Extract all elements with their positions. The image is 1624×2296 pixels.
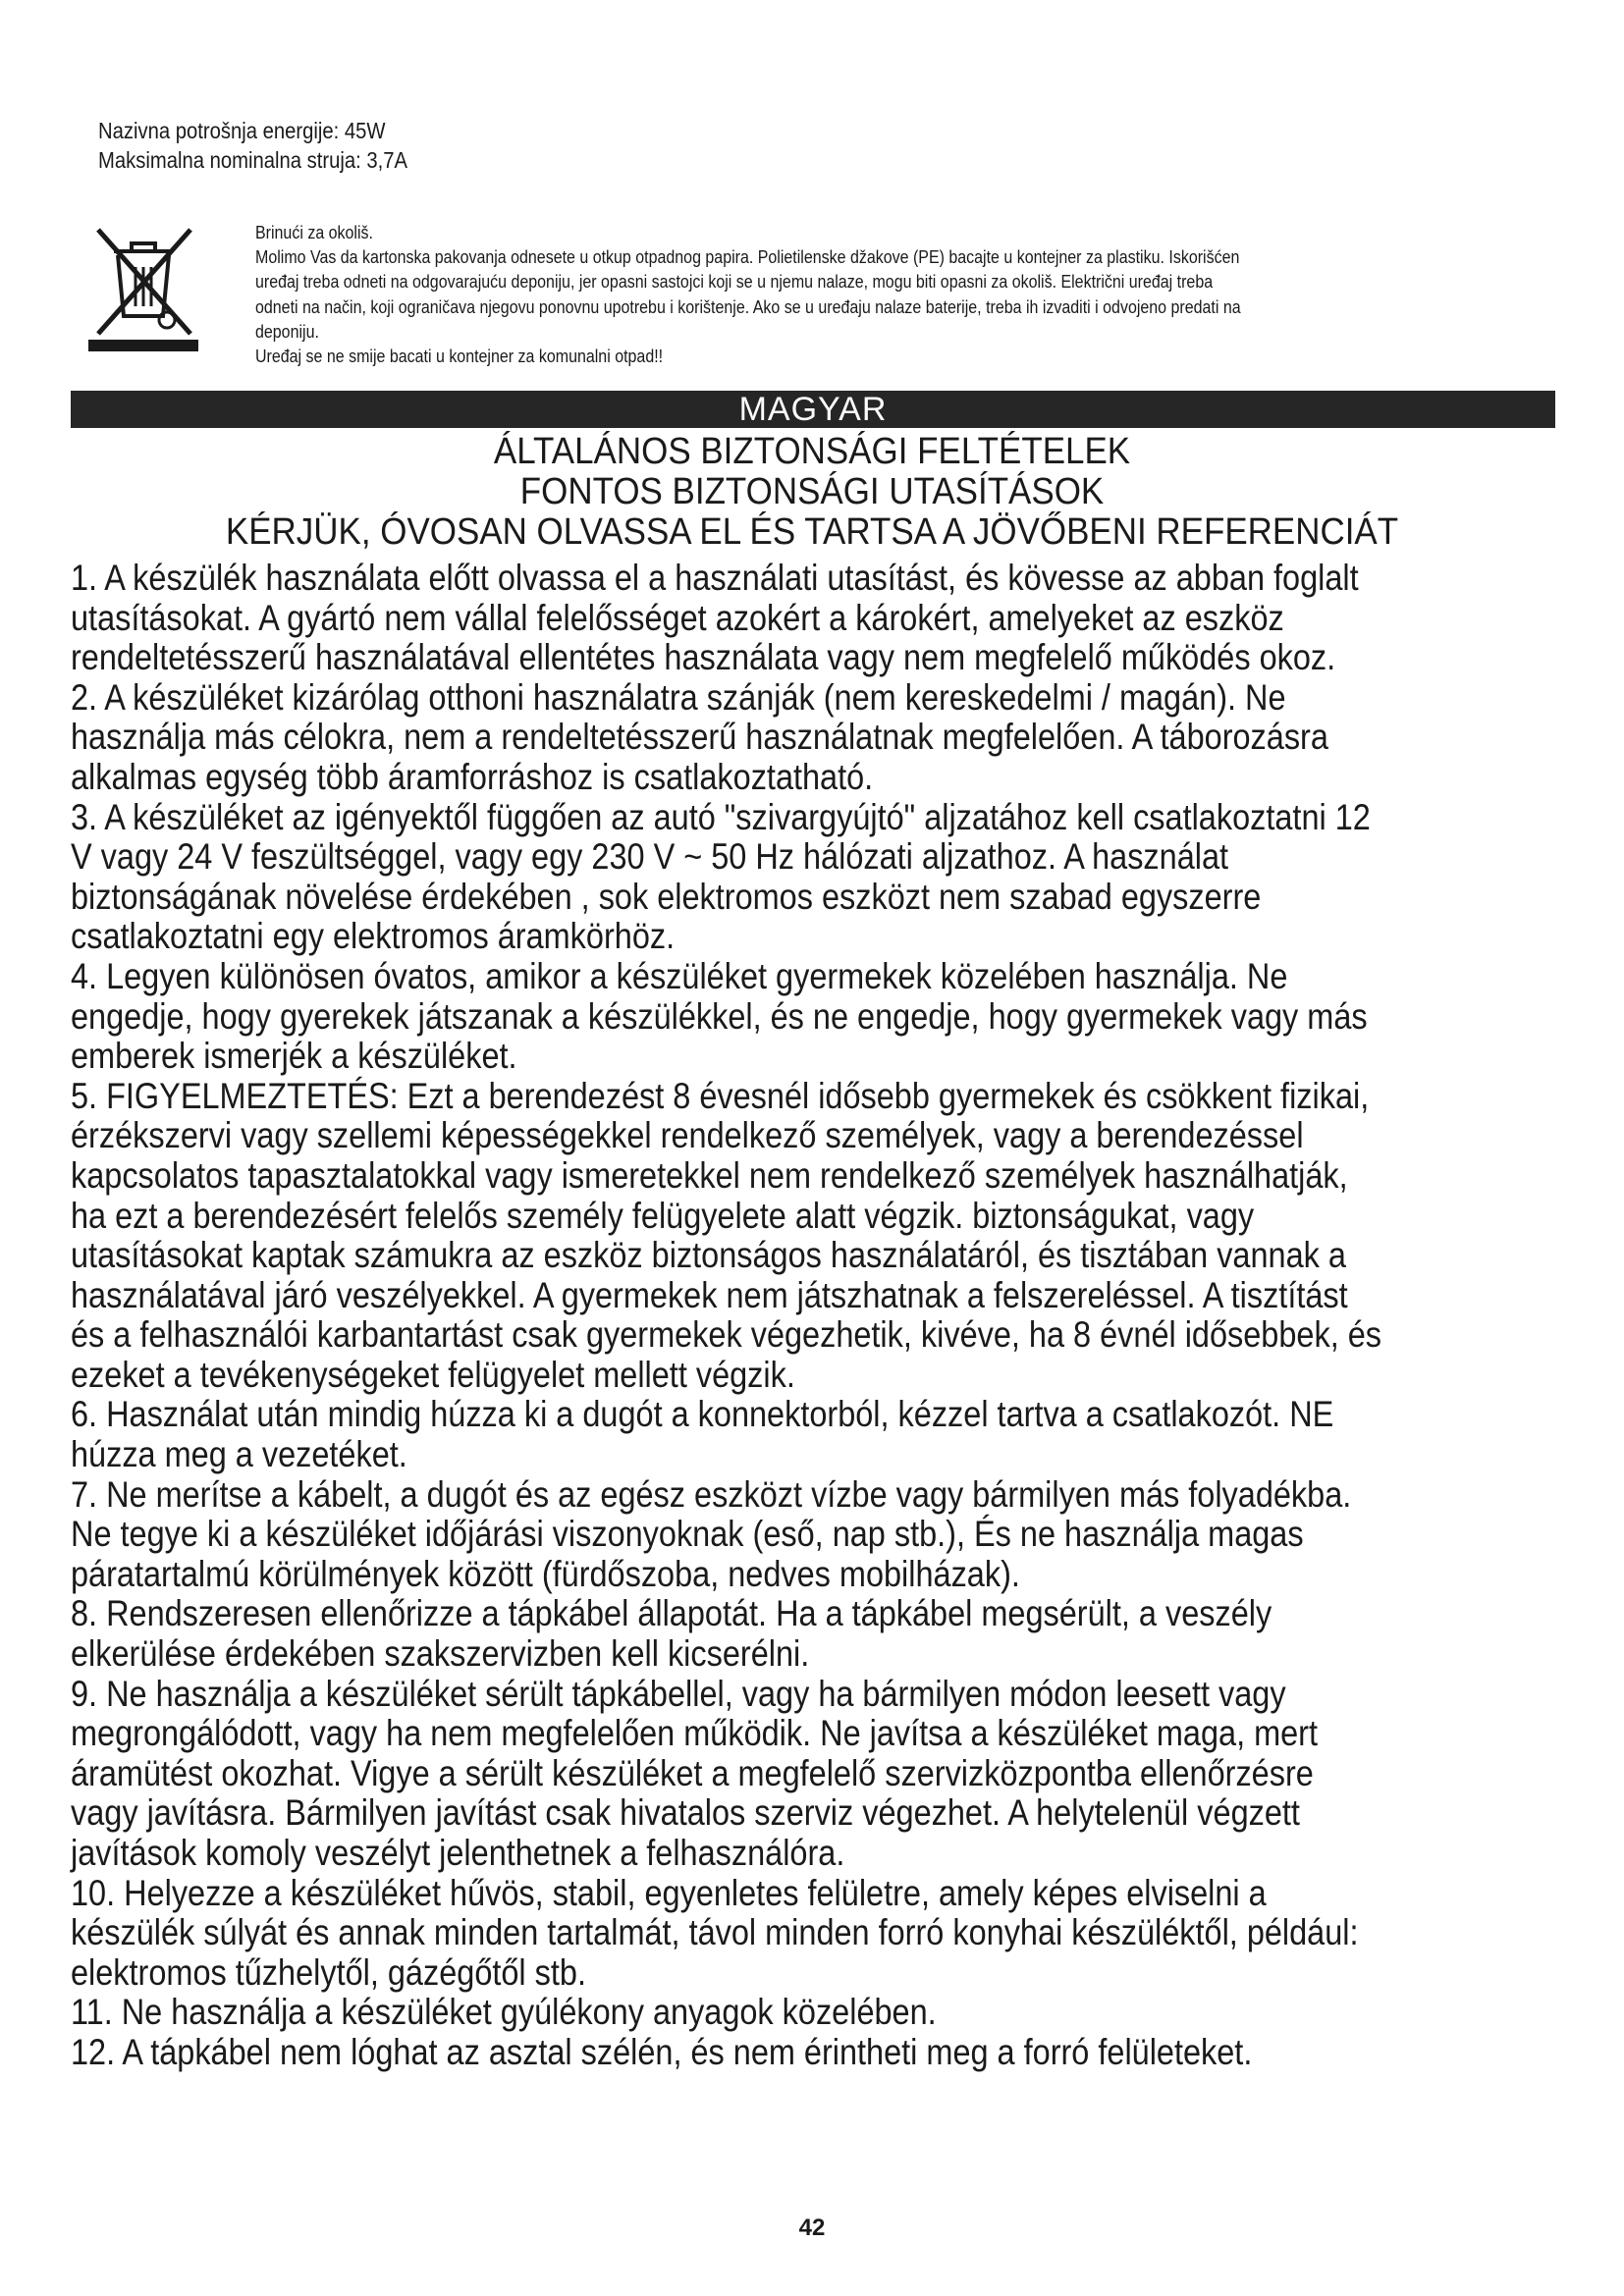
- weee-bin-icon: [81, 218, 206, 355]
- section-titles: [0, 432, 1624, 553]
- rule-line: megrongálódott, vagy ha nem megfelelően működik. Ne javítsa a készüléket maga, mert: [71, 1712, 1319, 1754]
- rule-line: 2. A készüléket kizárólag otthoni használatra szánják (nem kereskedelmi / magán). Ne: [71, 675, 1286, 718]
- rule-line: 5. FIGYELMEZTETÉS: Ezt a berendezést 8 évesnél idősebb gyermekek és csökkent fizikai,: [71, 1074, 1370, 1116]
- title-general-safety: ÁLTALÁNOS BIZTONSÁGI FELTÉTELEK: [493, 431, 1131, 472]
- rule-line: 3. A készüléket az igényektől függően az autó "szivargyújtó" aljzatához kell csatlakoztatni 12: [71, 795, 1371, 837]
- rule-line: 12. A tápkábel nem lóghat az asztal szélén, és nem érintheti meg a forró felületeket.: [71, 2030, 1253, 2072]
- rule-line: rendeltetésszerű használatával ellentétes használata vagy nem megfelelő működés okoz.: [71, 636, 1336, 678]
- rule-line: ha ezt a berendezésért felelős személy felügyelete alatt végzik. biztonságukat, vagy: [71, 1194, 1255, 1236]
- rule-line: készülék súlyát és annak minden tartalmát, távol minden forró konyhai készüléktől, például:: [71, 1911, 1359, 1953]
- rule-line: emberek ismerjék a készüléket.: [71, 1035, 517, 1077]
- rule-line: javítások komoly veszélyt jelenthetnek a felhasználóra.: [71, 1832, 845, 1873]
- power-specs: [98, 116, 876, 175]
- rule-line: páratartalmú körülmények között (fürdőszoba, nedves mobilházak).: [71, 1552, 1020, 1594]
- rule-line: 6. Használat után mindig húzza ki a dugót a konnektorból, kézzel tartva a csatlakozót. NE: [71, 1393, 1334, 1435]
- rule-line: kapcsolatos tapasztalatokkal vagy ismeretekkel nem rendelkező személyek használhatják,: [71, 1153, 1348, 1196]
- rule-line: 10. Helyezze a készüléket hűvös, stabil, egyenletes felületre, amely képes elviselni a: [71, 1871, 1267, 1913]
- rule-line: utasításokat. A gyártó nem vállal felelősséget azokért a károkért, amelyeket az eszköz: [71, 596, 1284, 638]
- rule-line: 1. A készülék használata előtt olvassa el a használati utasítást, és kövesse az abban foglalt: [71, 557, 1359, 598]
- disposal-line: Molimo Vas da kartonska pakovanja odnesete u otkup otpadnog papira. Polietilenske džakove (PE) bacajte u kontejner za plastiku. Iskorišćen: [255, 246, 1240, 268]
- rule-line: elektromos tűzhelytől, gázégőtől stb.: [71, 1950, 586, 1993]
- rule-line: 11. Ne használja a készüléket gyúlékony anyagok közelében.: [71, 1991, 937, 2033]
- rule-line: 4. Legyen különösen óvatos, amikor a készüléket gyermekek közelében használja. Ne: [71, 954, 1288, 996]
- rule-line: biztonságának növelése érdekében , sok elektromos eszközt nem szabad egyszerre: [71, 875, 1262, 917]
- disposal-line: Uređaj se ne smije bacati u kontejner za komunalni otpad!!: [255, 346, 664, 367]
- rule-line: 7. Ne merítse a kábelt, a dugót és az egész eszközt vízbe vagy bármilyen más folyadékba.: [71, 1472, 1352, 1515]
- rule-line: 9. Ne használja a készüléket sérült tápkábellel, vagy ha bármilyen módon leesett vagy: [71, 1672, 1286, 1714]
- rule-line: Ne tegye ki a készüléket időjárási viszonyoknak (eső, nap stb.), És ne használja magas: [71, 1513, 1304, 1555]
- rule-line: alkalmas egység több áramforráshoz is csatlakoztatható.: [71, 755, 874, 797]
- rule-line: használatával járó veszélyekkel. A gyermekek nem játszhatnak a felszereléssel. A tisztítást: [71, 1273, 1348, 1315]
- spec-line: Maksimalna nominalna struja: 3,7A: [98, 147, 407, 173]
- rule-line: érzékszervi vagy szellemi képességekkel rendelkező személyek, vagy a berendezéssel: [71, 1114, 1304, 1156]
- rule-line: csatlakoztatni egy elektromos áramkörhöz.: [71, 915, 676, 957]
- disposal-line: uređaj treba odneti na odgovarajuću deponiju, jer opasni sastojci koji se u njemu nalaze, mogu biti opasni za okoliš. Električni uređaj treba: [255, 271, 1214, 293]
- rule-line: használja más célokra, nem a rendeltetésszerű használatnak megfelelően. A táborozásra: [71, 716, 1328, 758]
- safety-rules: [71, 558, 1553, 2072]
- rule-line: vagy javításra. Bármilyen javítást csak hivatalos szerviz végezhet. A helytelenül végzett: [71, 1791, 1300, 1834]
- language-header: MAGYAR: [71, 391, 1555, 428]
- rule-line: 8. Rendszeresen ellenőrizze a tápkábel állapotát. Ha a tápkábel megsérült, a veszély: [71, 1592, 1272, 1634]
- rule-line: elkerülése érdekében szakszervizben kell kicserélni.: [71, 1632, 810, 1675]
- page-number: 42: [798, 2215, 826, 2241]
- rule-line: V vagy 24 V feszültséggel, vagy egy 230 V ~ 50 Hz hálózati aljzathoz. A használat: [71, 835, 1229, 878]
- disposal-line: odneti na način, koji ograničava njegovu ponovnu upotrebu i korištenje. Ako se u uređaju nalaze baterije, treba ih izvaditi i odvojeno predati na: [255, 295, 1241, 317]
- disposal-line: deponiju.: [255, 320, 319, 342]
- rule-line: ezeket a tevékenységeket felügyelet mellett végzik.: [71, 1353, 795, 1395]
- title-important-instructions: FONTOS BIZTONSÁGI UTASÍTÁSOK: [519, 471, 1105, 512]
- rule-line: utasításokat kaptak számukra az eszköz biztonságos használatáról, és tisztában vannak a: [71, 1234, 1346, 1276]
- disposal-line: Brinući za okoliš.: [255, 222, 373, 242]
- rule-line: húzza meg a vezetéket.: [71, 1433, 407, 1475]
- spec-line: Nazivna potrošnja energije: 45W: [98, 118, 386, 143]
- title-read-carefully: KÉRJÜK, ÓVOSAN OLVASSA EL ÉS TARTSA A JÖVŐBENI REFERENCIÁT: [225, 511, 1399, 553]
- rule-line: és a felhasználói karbantartást csak gyermekek végezhetik, kivéve, ha 8 évnél idősebbek, és: [71, 1313, 1382, 1356]
- disposal-notice: [255, 220, 1590, 368]
- rule-line: áramütést okozhat. Vigye a sérült készüléket a megfelelő szervizközpontba ellenőrzésre: [71, 1751, 1314, 1793]
- rule-line: engedje, hogy gyerekek játszanak a készülékkel, és ne engedje, hogy gyermekek vagy más: [71, 994, 1368, 1037]
